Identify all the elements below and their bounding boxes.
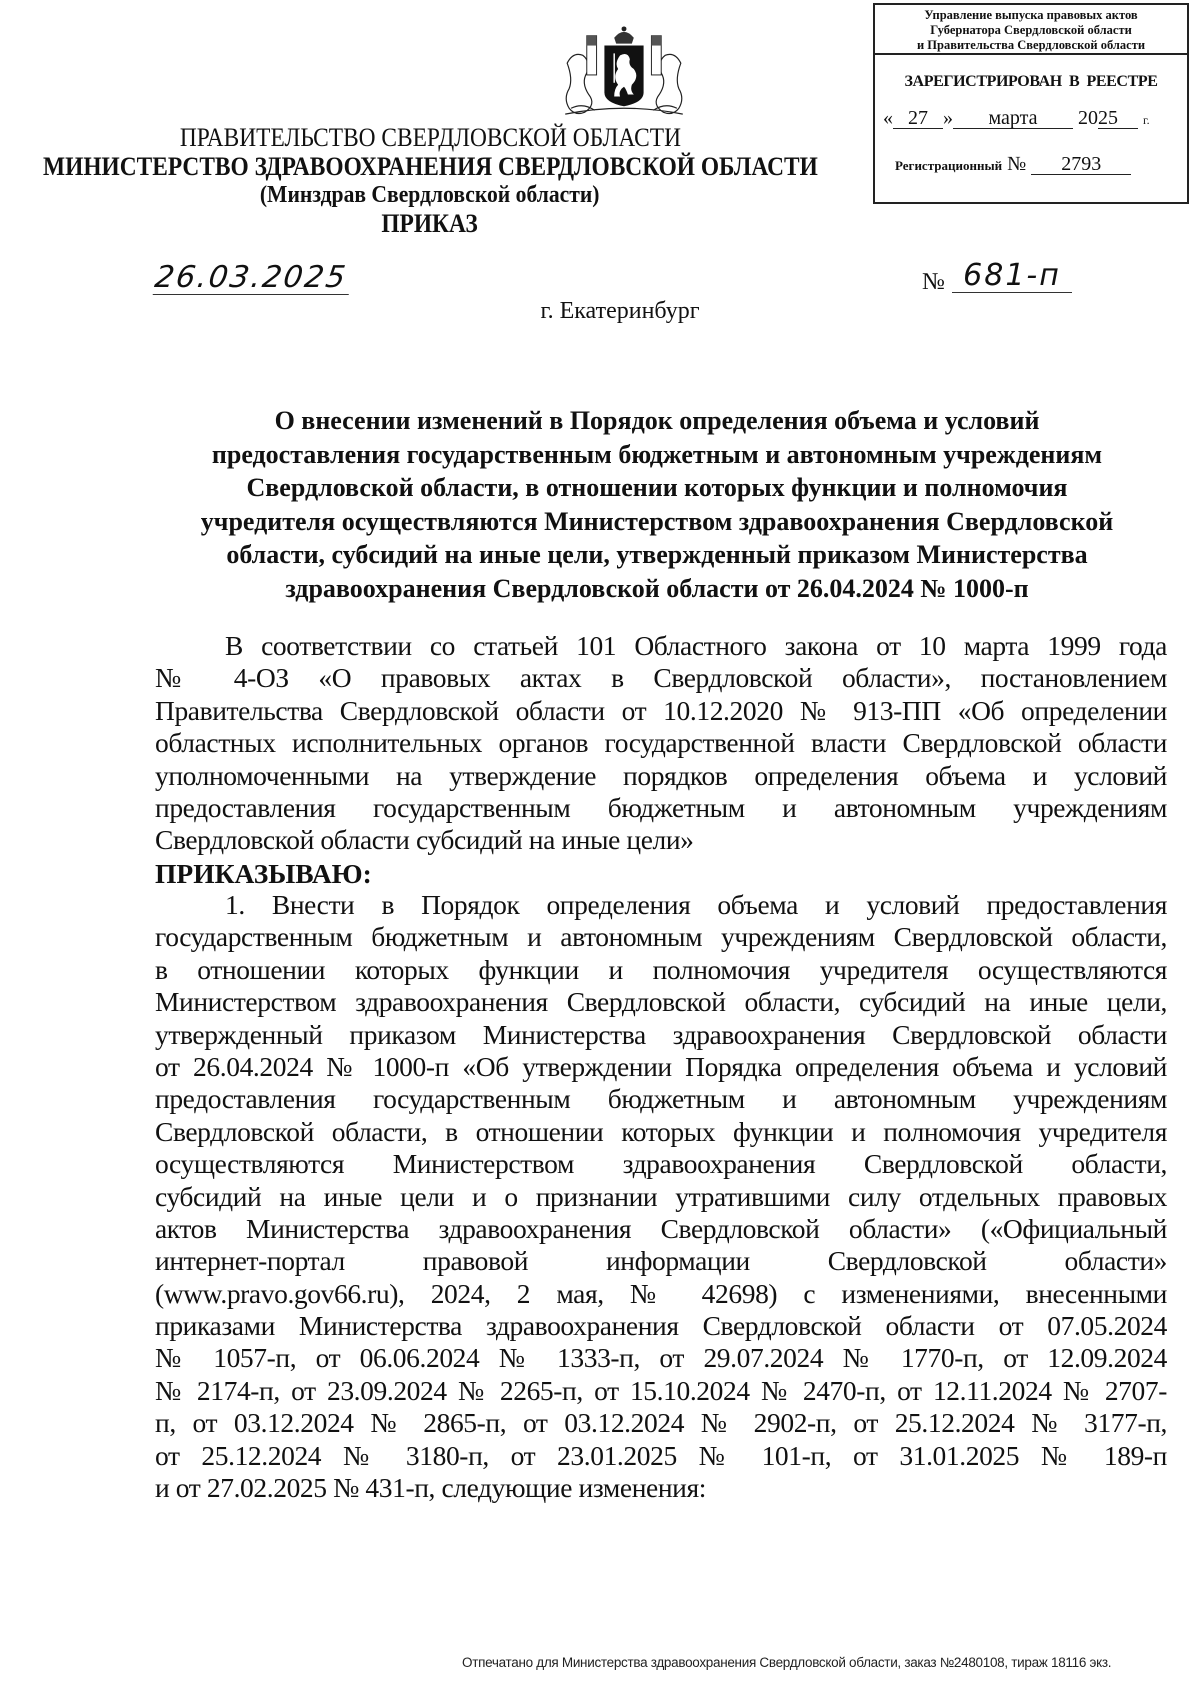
text-line: государственным бюджетным и автономным учреждениям Свердловской области, [155,921,1167,953]
coat-of-arms-emblem [560,24,688,120]
title-line: здравоохранения Свердловской области от 26.04.2024 № 1000-п [285,573,1029,603]
registry-stamp [873,3,1189,204]
ministry-name-row [0,153,860,181]
stamp-issuer-line: и Правительства Свердловской области [916,38,1146,52]
text-line: утвержденный приказом Министерства здравоохранения Свердловской области [155,1018,1167,1050]
city: г. Екатеринбург [540,298,700,324]
reg-year-suffix: 25 [1098,108,1138,129]
order-date: 26.03.2025 [153,262,353,295]
stamp-issuer [875,5,1187,55]
quote-open: « [883,107,893,129]
text-line: уполномоченными на утверждение порядков определения объема и условий [155,759,1167,791]
item-1-paragraph [155,889,1167,1504]
text-line: приказами Министерства здравоохранения Свердловской области от 07.05.2024 [155,1310,1167,1342]
text-line: актов Министерства здравоохранения Свердловской области» («Официальный [155,1212,1167,1244]
order-number-sign: № [922,269,945,295]
text-line: № 1057-п, от 06.06.2024 № 1333-п, от 29.07.2024 № 1770-п, от 12.09.2024 [155,1342,1167,1374]
registered-label: ЗАРЕГИСТРИРОВАН В РЕЕСТРЕ [904,73,1158,90]
document-type: ПРИКАЗ [381,209,479,238]
text-line: предоставления государственным бюджетным и автономным учреждениям [155,791,1167,823]
title-line: Свердловской области, в отношении которых функции и полномочия [246,473,1068,502]
registration-number [895,153,1131,177]
text-line: осуществляются Министерством здравоохранения Свердловской области, [155,1148,1167,1180]
text-line: Свердловской области субсидий на иные цели» [155,824,694,856]
ministry-name: МИНИСТЕРСТВО ЗДРАВООХРАНЕНИЯ СВЕРДЛОВСКОЙ ОБЛАСТИ [43,152,818,181]
text-line: Правительства Свердловской области от 10.12.2020 № 913-ПП «Об определении [155,694,1167,726]
order-word: ПРИКАЗЫВАЮ: [155,858,372,889]
text-line: областных исполнительных органов государственной власти Свердловской области [155,727,1167,759]
text-line: в отношении которых функции и полномочия учредителя осуществляются [155,953,1167,985]
reg-number-label: Регистрационный [895,158,1003,173]
stamp-issuer-line: Губернатора Свердловской области [930,23,1132,37]
reg-year-prefix: 20 [1078,107,1098,129]
title-line: области, субсидий на иные цели, утвержденный приказом Министерства [226,540,1088,569]
text-line: Министерством здравоохранения Свердловской области, субсидий на иные цели, [155,986,1167,1018]
title-line: учредителя осуществляются Министерством здравоохранения Свердловской [200,506,1114,536]
preamble-paragraph [155,630,1167,857]
ministry-short-name: (Минздрав Свердловской области) [260,182,600,208]
text-line: (www.pravo.gov66.ru), 2024, 2 мая, № 42698) с изменениями, внесенными [155,1277,1167,1309]
reg-day: 27 [893,108,943,129]
text-line: В соответствии со статьей 101 Областного закона от 10 марта 1999 года [225,630,1167,661]
reg-year-unit: г. [1143,113,1150,127]
registration-date [883,107,1150,131]
number-sign: № [1007,153,1027,175]
text-line: № 2174-п, от 23.09.2024 № 2265-п, от 15.10.2024 № 2470-п, от 12.11.2024 № 2707- [155,1374,1167,1406]
order-number: 681-п [952,260,1072,293]
text-line: № 4-ОЗ «О правовых актах в Свердловской области», постановлением [155,662,1167,694]
title-line: предоставления государственным бюджетным и автономным учреждениям [211,439,1103,469]
document-type-row [0,210,860,238]
government-name-row [0,124,860,152]
title-line: О внесении изменений в Порядок определения объема и условий [274,406,1040,435]
print-footer: Отпечатано для Министерства здравоохранения Свердловской области, заказ №2480108, тираж 18116 экз. [462,1655,1112,1670]
quote-close: » [943,107,953,129]
text-line: Свердловской области, в отношении которых функции и полномочия учредителя [155,1115,1167,1147]
text-line: от 25.12.2024 № 3180-п, от 23.01.2025 № 101-п, от 31.01.2025 № 189-п [155,1439,1167,1471]
text-line: от 26.04.2024 № 1000-п «Об утверждении Порядка определения объема и условий [155,1050,1167,1082]
text-line: субсидий на иные цели и о признании утратившими силу отдельных правовых [155,1180,1167,1212]
text-line: интернет-портал правовой информации Свердловской области» [155,1245,1167,1277]
reg-month: марта [953,108,1073,129]
text-line: п, от 03.12.2024 № 2865-п, от 03.12.2024 № 2902-п, от 25.12.2024 № 3177-п, [155,1407,1167,1439]
stamp-issuer-line: Управление выпуска правовых актов [924,8,1138,22]
reg-number: 2793 [1031,154,1131,175]
government-name: ПРАВИТЕЛЬСТВО СВЕРДЛОВСКОЙ ОБЛАСТИ [179,123,681,152]
document-title [157,404,1157,605]
text-line: и от 27.02.2025 № 431-п, следующие изменения: [155,1472,706,1504]
text-line: 1. Внести в Порядок определения объема и условий предоставления [225,889,1167,920]
text-line: предоставления государственным бюджетным и автономным учреждениям [155,1083,1167,1115]
ministry-short-name-row [0,182,860,209]
